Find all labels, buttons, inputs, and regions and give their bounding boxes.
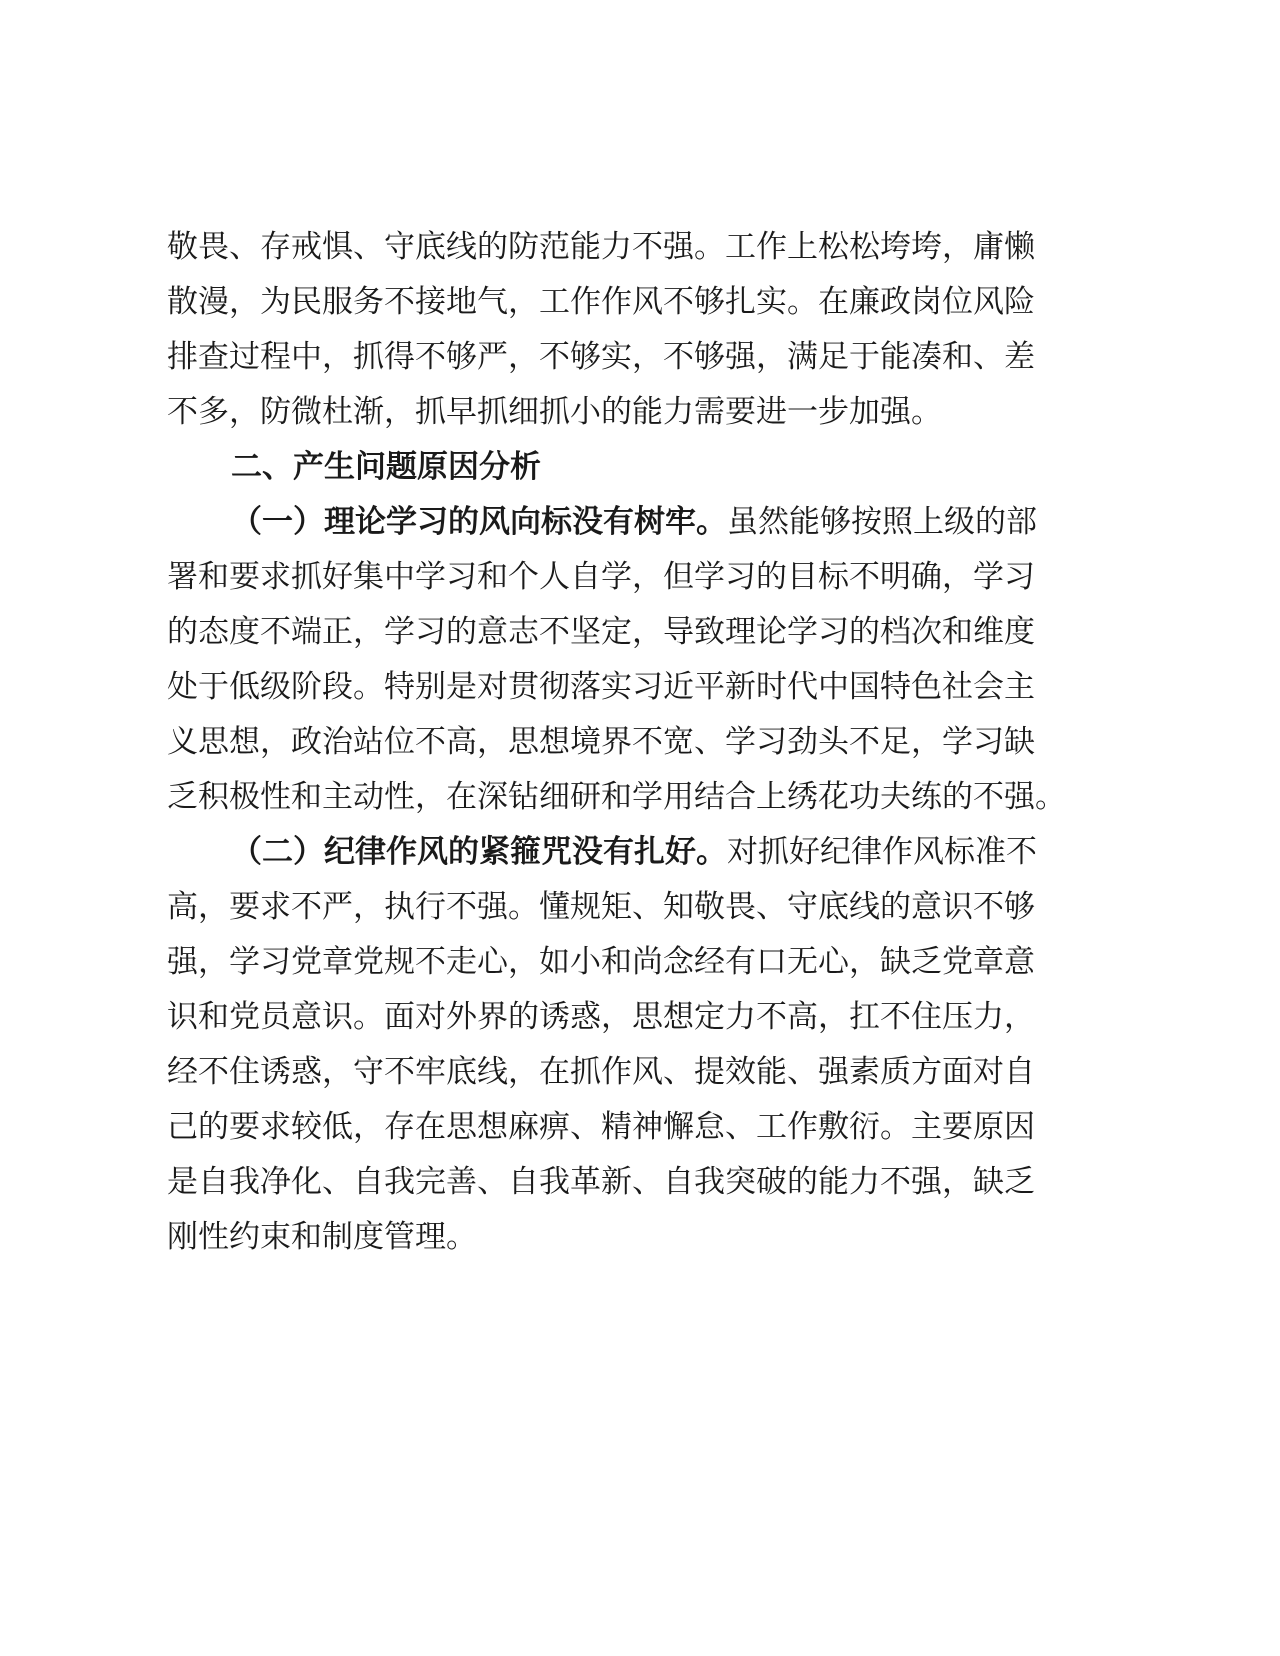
- section-heading: 二、产生问题原因分析: [231, 449, 541, 485]
- text-line: 义思想，政治站位不高，思想境界不宽、学习劲头不足，学习缺: [167, 724, 1035, 760]
- document-body: [167, 220, 1147, 1265]
- text-line: 敬畏、存戒惧、守底线的防范能力不强。工作上松松垮垮，庸懒: [167, 229, 1035, 265]
- subsection-2-first-line-text: 对抓好纪律作风标准不: [727, 834, 1037, 870]
- text-line: 处于低级阶段。特别是对贯彻落实习近平新时代中国特色社会主: [167, 669, 1035, 705]
- text-line: 排查过程中，抓得不够严，不够实，不够强，满足于能凑和、差: [167, 339, 1035, 375]
- subsection-2: [167, 825, 1147, 1265]
- text-line: 高，要求不严，执行不强。懂规矩、知敬畏、守底线的意识不够: [167, 889, 1035, 925]
- text-line: 署和要求抓好集中学习和个人自学，但学习的目标不明确，学习: [167, 559, 1035, 595]
- subsection-2-heading: （二）纪律作风的紧箍咒没有扎好。: [231, 834, 727, 870]
- subsection-1-first-line: [167, 495, 1147, 550]
- paragraph-1: [167, 220, 1147, 440]
- text-line: 刚性约束和制度管理。: [167, 1219, 477, 1255]
- text-line: 乏积极性和主动性，在深钻细研和学用结合上绣花功夫练的不强。: [167, 779, 1066, 815]
- text-line: 不多，防微杜渐，抓早抓细抓小的能力需要进一步加强。: [167, 394, 942, 430]
- text-line: 强，学习党章党规不走心，如小和尚念经有口无心，缺乏党章意: [167, 944, 1035, 980]
- text-line: 己的要求较低，存在思想麻痹、精神懈怠、工作敷衍。主要原因: [167, 1109, 1035, 1145]
- subsection-2-first-line: [167, 825, 1147, 880]
- text-line: 是自我净化、自我完善、自我革新、自我突破的能力不强，缺乏: [167, 1164, 1035, 1200]
- text-line: 散漫，为民服务不接地气，工作作风不够扎实。在廉政岗位风险: [167, 284, 1035, 320]
- text-line: 的态度不端正，学习的意志不坚定，导致理论学习的档次和维度: [167, 614, 1035, 650]
- text-line: 经不住诱惑，守不牢底线，在抓作风、提效能、强素质方面对自: [167, 1054, 1035, 1090]
- subsection-1: [167, 495, 1147, 825]
- subsection-1-first-line-text: 虽然能够按照上级的部: [727, 504, 1037, 540]
- subsection-1-heading: （一）理论学习的风向标没有树牢。: [231, 504, 727, 540]
- text-line: 识和党员意识。面对外界的诱惑，思想定力不高，扛不住压力，: [167, 999, 1035, 1035]
